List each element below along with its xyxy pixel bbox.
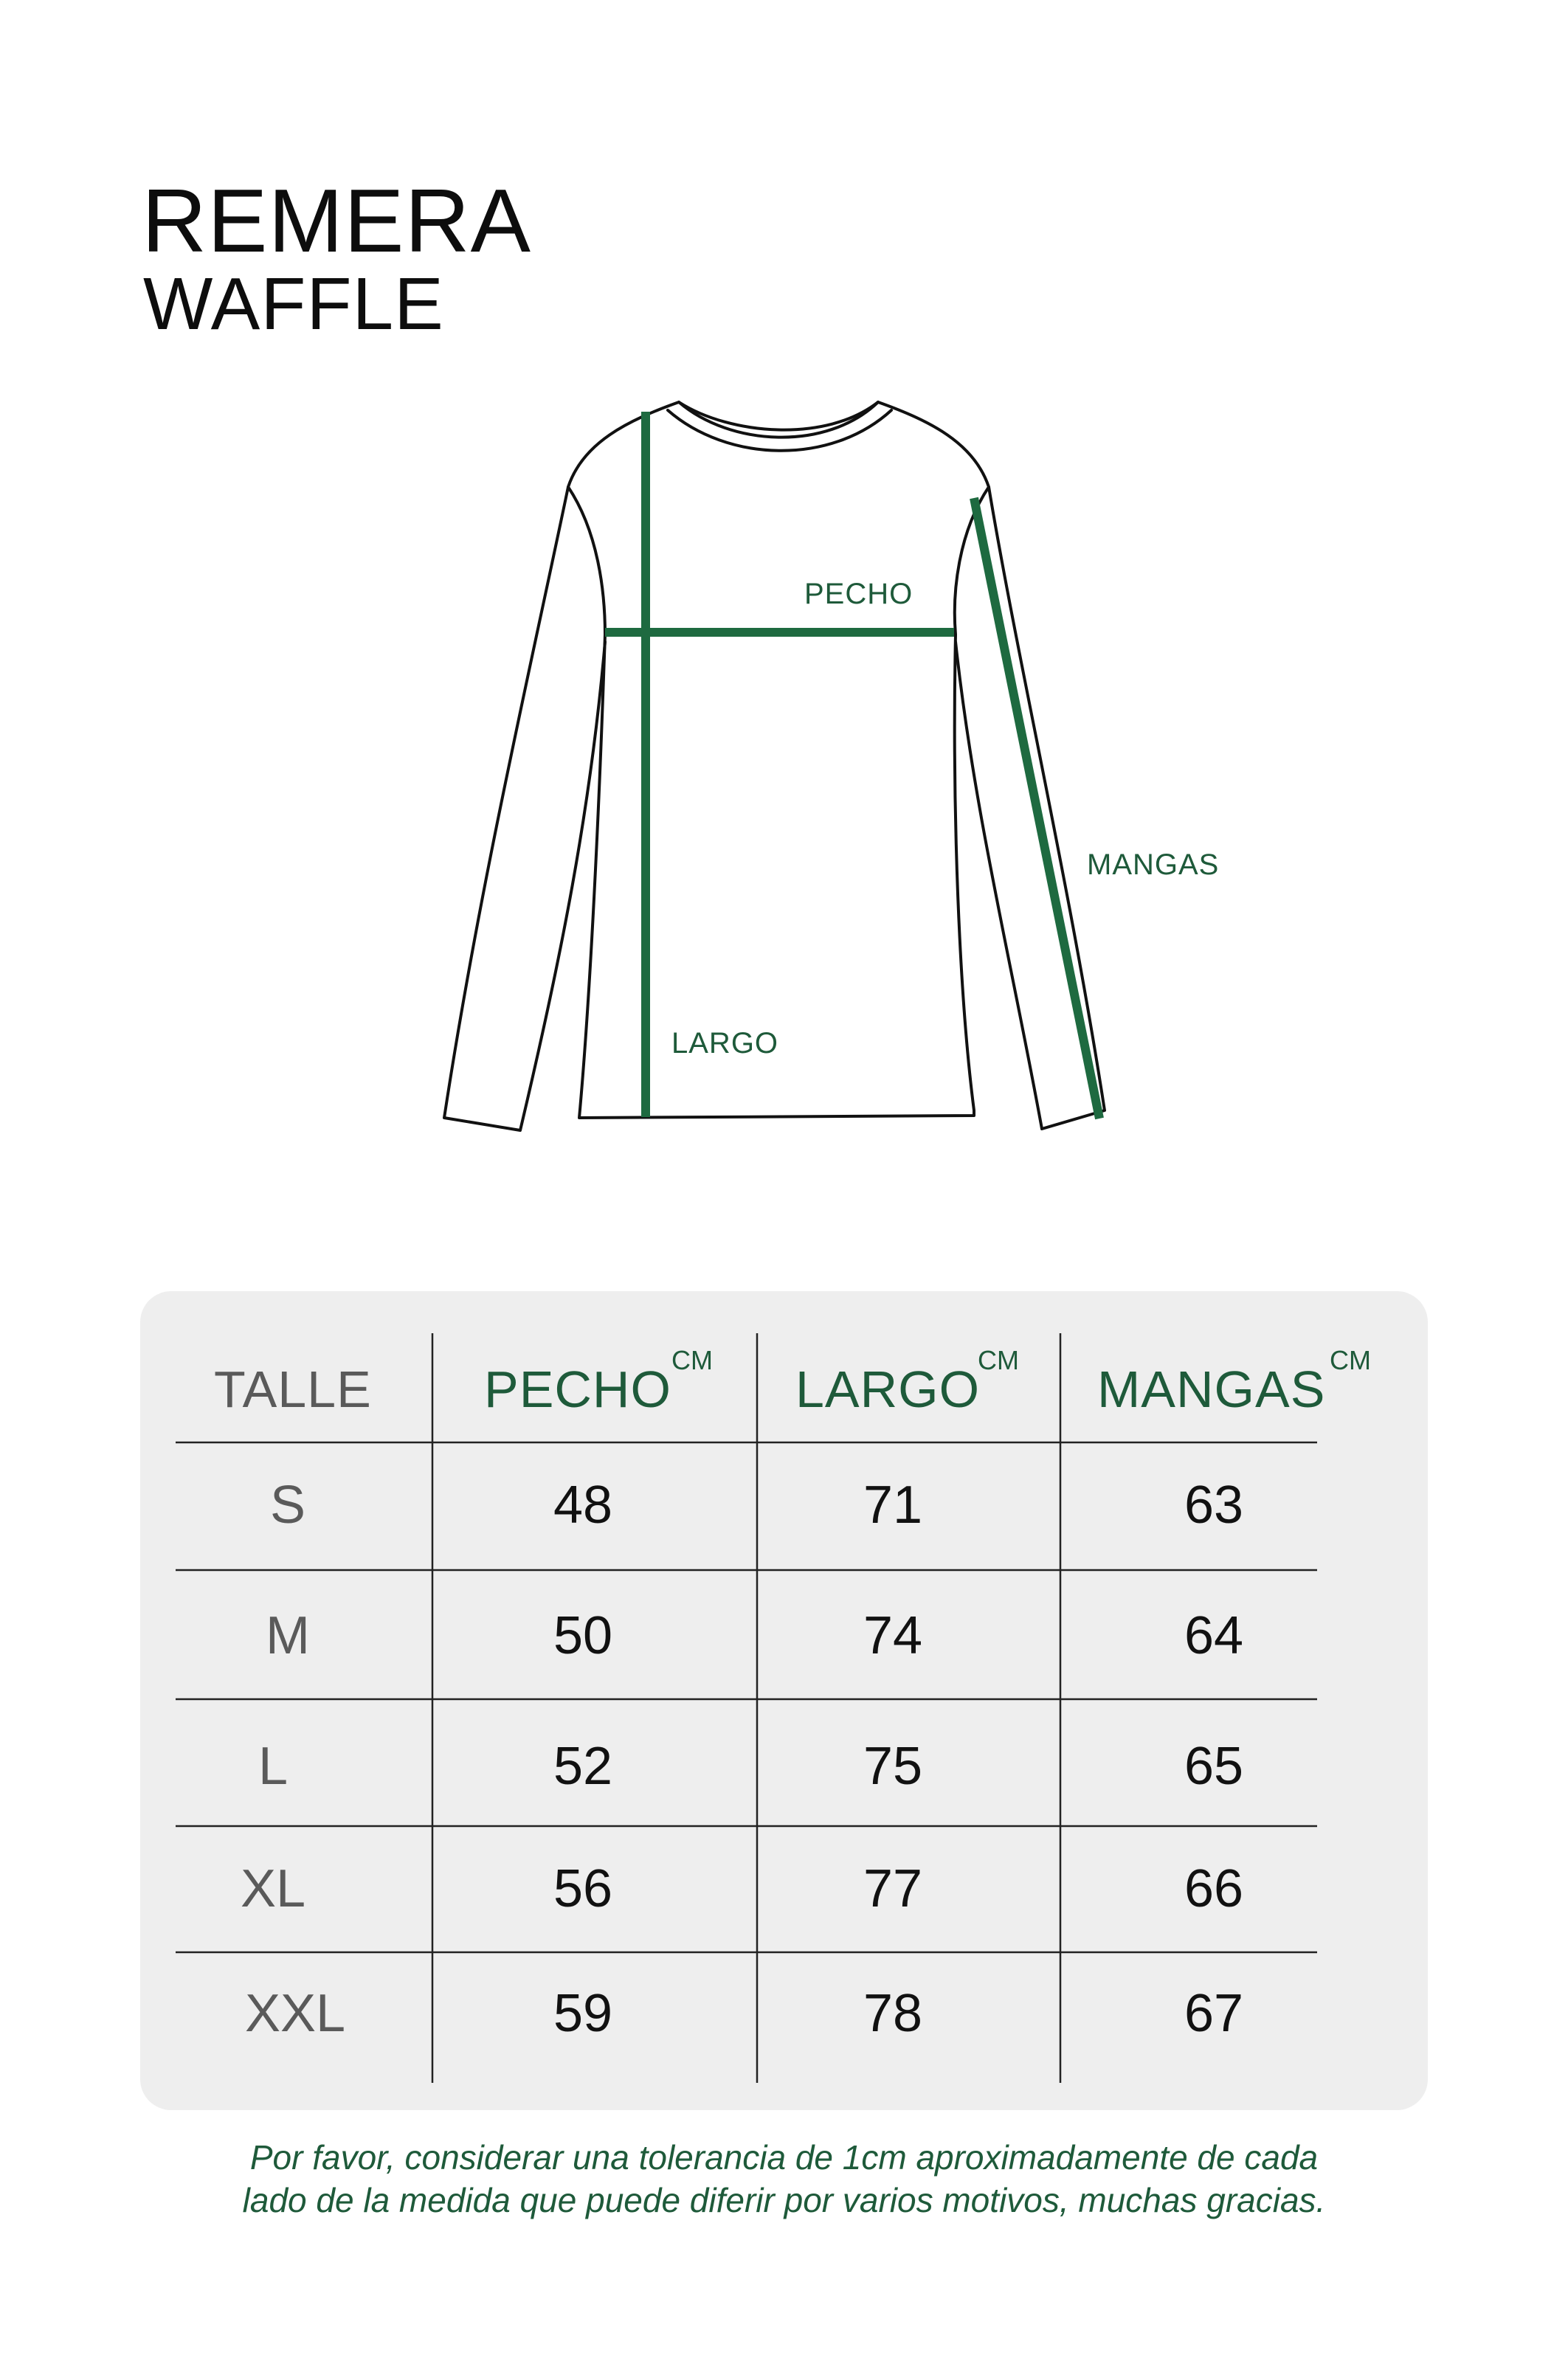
table-row-sleeves: 64 xyxy=(1184,1606,1244,1665)
table-row-chest: 52 xyxy=(553,1737,613,1796)
header-mangas: MANGAS xyxy=(1097,1361,1326,1418)
tolerance-note xyxy=(148,2136,1420,2222)
table-row-size: L xyxy=(258,1737,289,1796)
chest-label: PECHO xyxy=(804,578,913,610)
header-mangas-unit: CM xyxy=(1330,1345,1371,1375)
header-pecho: PECHO xyxy=(484,1361,671,1418)
sleeves-label: MANGAS xyxy=(1087,848,1220,881)
page-title: REMERA xyxy=(142,170,531,271)
header-talle: TALLE xyxy=(214,1361,372,1418)
table-row-chest: 48 xyxy=(553,1476,613,1535)
sleeves-measure-line xyxy=(974,498,1099,1119)
header-largo: LARGO xyxy=(795,1361,981,1418)
table-row-chest: 50 xyxy=(553,1606,613,1665)
header-pecho-unit: CM xyxy=(671,1345,713,1375)
table-row-length: 71 xyxy=(863,1476,923,1535)
header-largo-unit: CM xyxy=(978,1345,1019,1375)
table-row-length: 78 xyxy=(863,1984,923,2043)
table-row-sleeves: 63 xyxy=(1184,1476,1244,1535)
size-table xyxy=(140,1291,1428,2110)
tolerance-note-line-1: Por favor, considerar una tolerancia de 1cm aproximadamente de cada xyxy=(249,2138,1319,2177)
table-row-sleeves: 67 xyxy=(1184,1984,1244,2043)
table-row-sleeves: 65 xyxy=(1184,1737,1244,1796)
table-row-chest: 56 xyxy=(553,1859,613,1918)
table-row-size: XXL xyxy=(244,1984,346,2043)
table-row-chest: 59 xyxy=(553,1984,613,2043)
tolerance-note-line-2: lado de la medida que puede diferir por varios motivos, muchas gracias. xyxy=(242,2181,1326,2219)
table-row-size: S xyxy=(269,1476,306,1535)
table-row-size: XL xyxy=(240,1859,306,1918)
table-row-length: 75 xyxy=(863,1737,923,1796)
page-subtitle: WAFFLE xyxy=(143,263,444,345)
table-row-length: 77 xyxy=(863,1859,923,1918)
length-label: LARGO xyxy=(671,1027,779,1059)
table-row-sleeves: 66 xyxy=(1184,1859,1244,1918)
table-row-size: M xyxy=(266,1606,310,1665)
shirt-outline xyxy=(444,402,1105,1130)
table-row-length: 74 xyxy=(863,1606,923,1665)
measure-lines xyxy=(605,412,1099,1119)
